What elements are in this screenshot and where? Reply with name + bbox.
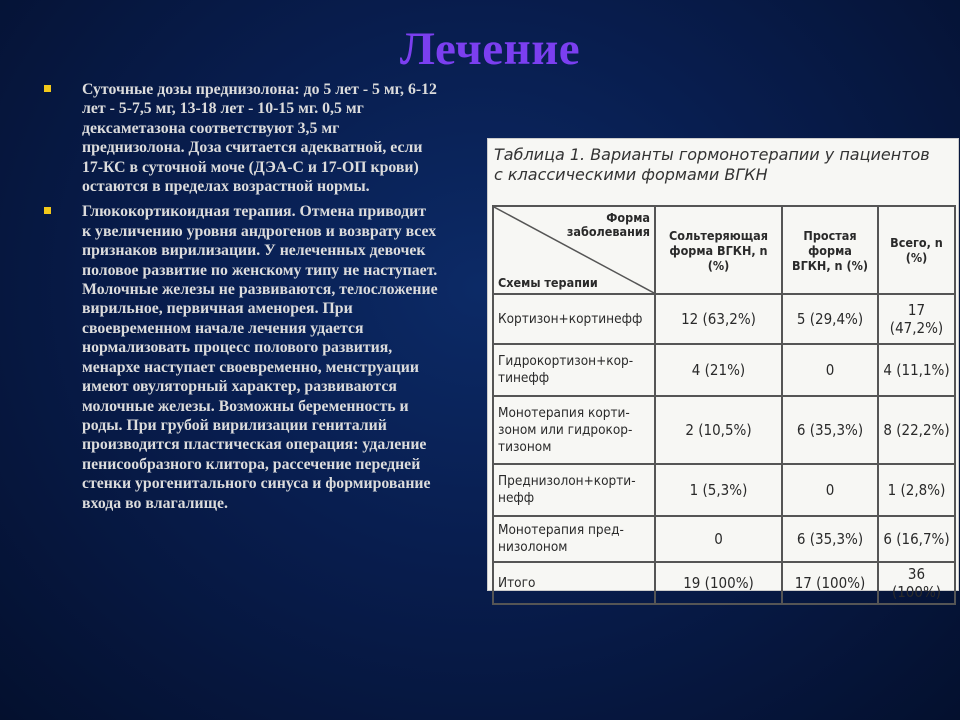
corner-label-form: Форма заболевания [566, 210, 650, 239]
cell-value: 0 [655, 516, 782, 562]
cell-value: 12 (63,2%) [655, 294, 782, 344]
square-bullet-icon [44, 85, 51, 92]
cell-value: 0 [782, 344, 878, 396]
square-bullet-icon [44, 207, 51, 214]
cell-value: 36 (100%) [878, 562, 955, 604]
row-name: Монотерапия пред-низолоном [493, 516, 655, 562]
row-name: Монотерапия корти-зоном или гидрокор-тизоном [493, 396, 655, 464]
table-row [493, 344, 955, 396]
cell-value: 4 (21%) [655, 344, 782, 396]
bullet-item-therapy [44, 202, 439, 513]
cell-value: 2 (10,5%) [655, 396, 782, 464]
cell-value: 17 (47,2%) [878, 294, 955, 344]
cell-value: 6 (35,3%) [782, 396, 878, 464]
cell-value: 6 (35,3%) [782, 516, 878, 562]
cell-value: 0 [782, 464, 878, 516]
cell-value: 1 (2,8%) [878, 464, 955, 516]
column-header-total: Всего, n (%) [878, 206, 955, 294]
cell-value: 19 (100%) [655, 562, 782, 604]
table-caption-line2: с классическими формами ВГКН [494, 165, 768, 184]
cell-value: 5 (29,4%) [782, 294, 878, 344]
slide-title: Лечение [399, 23, 581, 75]
table-header-row [493, 206, 955, 294]
table-row [493, 516, 955, 562]
column-header-salt-wasting: Сольтеряющая форма ВГКН, n (%) [655, 206, 782, 294]
bullet-text-therapy: Глюкокортикоидная терапия. Отмена приводит к увеличению уровня андрогенов и возврату всех признаков вирилизации. У нелеченных девочек половое развитие по женскому типу не наступает. Молочные железы не развиваются, телосложение вирильное, первичная аменорея. При своевременном начале лечения удается нормализовать процесс полового развития, менархе наступает своевременно, менструации имеют овуляторный характер, развиваются молочные железы. Возможны беременность и роды. При грубой вирилизации гениталий производится пластическая операция: удаление пенисообразного клитора, рассечение передней стенки урогенитального синуса и формирование входа во влагалище. [82, 203, 438, 512]
table-row-total [493, 562, 955, 604]
row-name: Итого [493, 562, 655, 604]
row-name: Кортизон+кортинефф [493, 294, 655, 344]
table-caption [494, 145, 954, 185]
bullet-item-dosage [44, 80, 439, 196]
table-corner-cell [493, 206, 655, 294]
cell-value: 1 (5,3%) [655, 464, 782, 516]
bullet-text-dosage: Суточные дозы преднизолона: до 5 лет - 5 мг, 6-12 лет - 5-7,5 мг, 13-18 лет - 10-15 мг. 0,5 мг дексаметазона соответствуют 3,5 мг преднизолона. Доза считается адекватной, если 17-КС в суточной моче (ДЭА-С и 17-ОП крови) остаются в пределах возрастной нормы. [82, 81, 437, 196]
row-name: Гидрокортизон+кор-тинефф [493, 344, 655, 396]
therapy-table [492, 205, 956, 605]
cell-value: 8 (22,2%) [878, 396, 955, 464]
bullet-list [44, 80, 439, 519]
cell-value: 17 (100%) [782, 562, 878, 604]
table-row [493, 294, 955, 344]
column-header-simple: Простая форма ВГКН, n (%) [782, 206, 878, 294]
table-row [493, 396, 955, 464]
therapy-table-figure [488, 139, 958, 601]
table-row [493, 464, 955, 516]
row-name: Преднизолон+корти-нефф [493, 464, 655, 516]
cell-value: 6 (16,7%) [878, 516, 955, 562]
corner-label-schemes: Схемы терапии [498, 275, 598, 290]
cell-value: 4 (11,1%) [878, 344, 955, 396]
table-caption-line1: Таблица 1. Варианты гормонотерапии у пациентов [494, 145, 930, 164]
